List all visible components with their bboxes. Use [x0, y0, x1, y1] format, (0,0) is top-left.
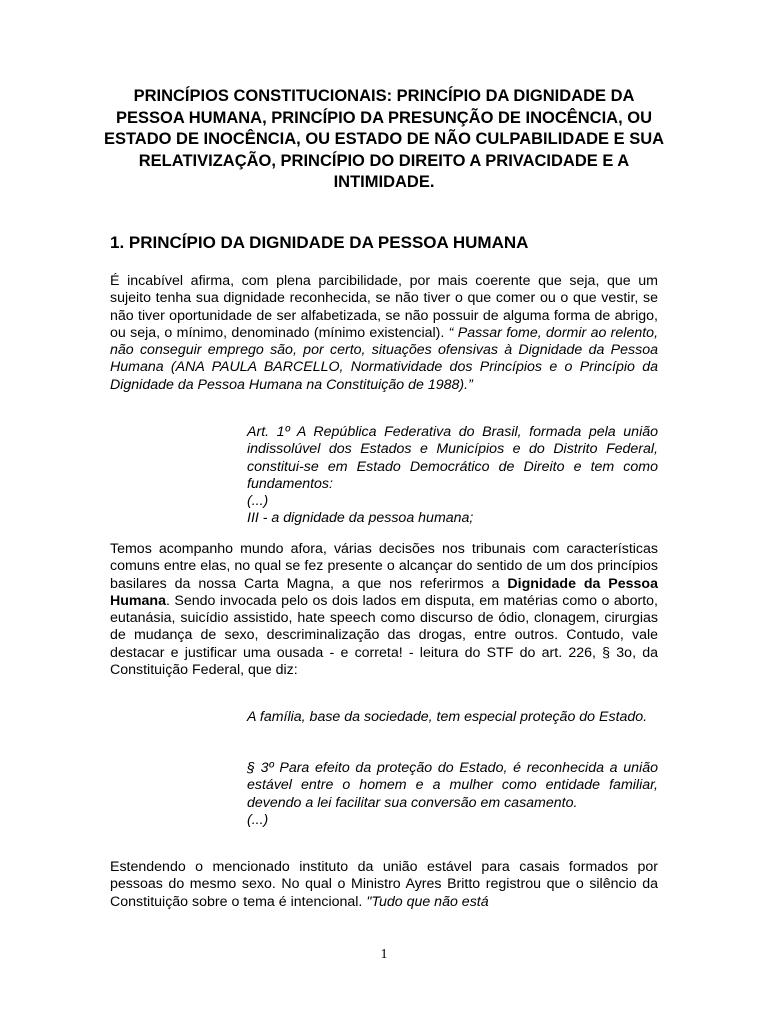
article-item: III - a dignidade da pessoa humana;: [247, 510, 474, 527]
constitution-article-quote: [247, 424, 658, 528]
italic-quote-start: "Tudo que não está: [366, 893, 489, 910]
paragraph-text: Temos acompanho mundo afora, várias decisões nos tribunais com características comuns entre elas, no qual se fez presente o alcançar do sentido de um dos princípios basilares da nossa Carta Magna, a que nos referirmos a: [110, 541, 658, 592]
article-text: Art. 1º A República Federativa do Brasil, formada pela união indissolúvel dos Estados e Municípios e do Distrito Federal, constitui-se em Estado Democrático de Direito e tem como fundamentos:: [247, 424, 658, 492]
family-article-quote: A família, base da sociedade, tem especial proteção do Estado.: [247, 709, 648, 725]
document-title: PRINCÍPIOS CONSTITUCIONAIS: PRINCÍPIO DA DIGNIDADE DA PESSOA HUMANA, PRINCÍPIO DA PRESUNÇÃO DE INOCÊNCIA, OU ESTADO DE INOCÊNCIA, OU ESTADO DE NÃO CULPABILIDADE E SUA RELATIVIZAÇÃO, PRINCÍPIO DO DIREITO A PRIVACIDADE E A INTIMIDADE.: [103, 87, 665, 191]
bold-term: Dignidade da Pessoa Humana: [110, 575, 658, 609]
section-heading: 1. PRINCÍPIO DA DIGNIDADE DA PESSOA HUMANA: [110, 233, 529, 252]
paragraph-text: É incabível afirma, com plena parcibilidade, por mais coerente que seja, que um sujeito tenha sua dignidade reconhecida, se não tiver o que comer ou o que vestir, se não tiver oportunidade de ser alfabetizada, se não possuir de alguma forma de abrigo, ou seja, o mínimo, denominado (mínimo existencial).: [110, 273, 658, 341]
paragraph-text: . Sendo invocada pelo os dois lados em disputa, em matérias como o aborto, eutanásia, suicídio assistido, hate speech como discurso de ódio, clonagem, cirurgias de mudança de sexo, descriminalização das drogas, entre outros. Contudo, vale destacar e justificar uma ousada - e correta! - leitura do STF do art. 226, § 3o, da Constituição Federal, que diz:: [110, 592, 658, 679]
paragraph-text: Estendendo o mencionado instituto da união estável para casais formados por pessoas do mesmo sexo. No qual o Ministro Ayres Britto registrou que o silêncio da Constituição sobre o tema é intencional.: [110, 859, 658, 910]
quote-ellipsis: (...): [247, 811, 269, 828]
paragraph-same-sex-union: [110, 859, 658, 911]
paragraph-dignity-intro: [110, 273, 658, 394]
stable-union-quote: [247, 760, 658, 829]
paragraph-court-decisions: [110, 541, 658, 679]
citation-text: “ Passar fome, dormir ao relento, não conseguir emprego são, por certo, situações ofensivas à Dignidade da Pessoa Humana (ANA PAULA BARCELLO, Normatividade dos Princípios e o Princípio da Dignidade da Pessoa Humana na Constituição de 1988).”: [110, 324, 659, 393]
stable-union-text: § 3º Para efeito da proteção do Estado, é reconhecida a união estável entre o homem e a mulher como entidade familiar, devendo a lei facilitar sua conversão em casamento.: [247, 760, 658, 811]
page-number: 1: [380, 947, 388, 962]
quote-ellipsis: (...): [247, 493, 269, 510]
